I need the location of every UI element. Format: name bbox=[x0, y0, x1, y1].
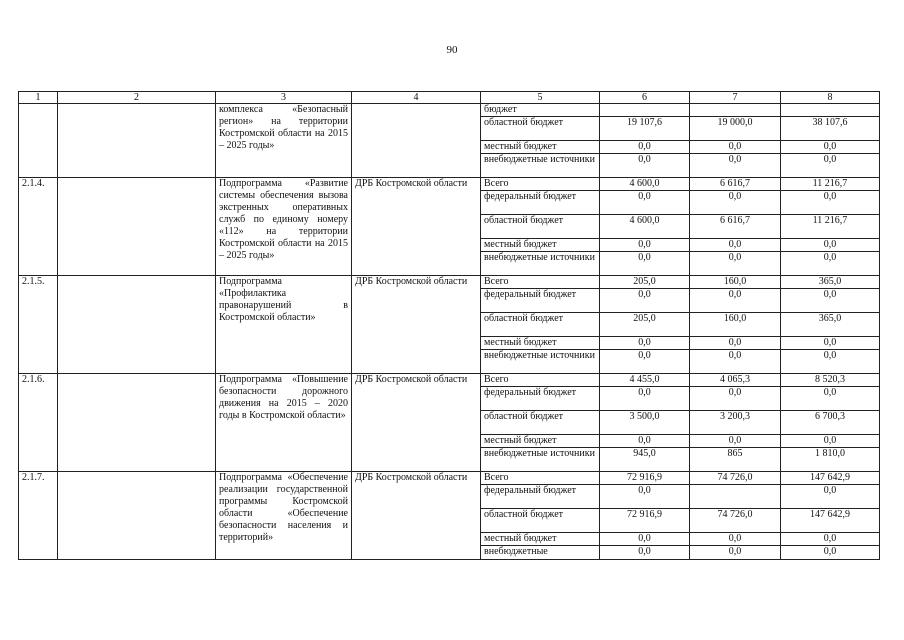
value-col-7: 4 065,3 bbox=[690, 374, 781, 387]
subprogram-description: Подпрограмма «Профилактика правонарушений в Костромской области» bbox=[216, 276, 352, 374]
value-col-7: 0,0 bbox=[690, 252, 781, 276]
funding-source: федеральный бюджет bbox=[481, 485, 600, 509]
column-number: 1 bbox=[19, 92, 58, 104]
value-col-6 bbox=[600, 104, 690, 117]
value-col-6: 0,0 bbox=[600, 533, 690, 546]
value-col-8: 0,0 bbox=[781, 387, 880, 411]
executor bbox=[352, 104, 481, 178]
value-col-6: 72 916,9 bbox=[600, 509, 690, 533]
value-col-8: 11 216,7 bbox=[781, 178, 880, 191]
funding-source: федеральный бюджет bbox=[481, 191, 600, 215]
value-col-7: 3 200,3 bbox=[690, 411, 781, 435]
funding-source: внебюджетные источники bbox=[481, 350, 600, 374]
item-number: 2.1.4. bbox=[19, 178, 58, 276]
value-col-8: 0,0 bbox=[781, 533, 880, 546]
funding-source: областной бюджет bbox=[481, 313, 600, 337]
value-col-7: 0,0 bbox=[690, 289, 781, 313]
value-col-6: 205,0 bbox=[600, 276, 690, 289]
value-col-6: 0,0 bbox=[600, 387, 690, 411]
funding-source: местный бюджет bbox=[481, 141, 600, 154]
funding-source: областной бюджет bbox=[481, 117, 600, 141]
item-number bbox=[19, 104, 58, 178]
value-col-8: 1 810,0 bbox=[781, 448, 880, 472]
value-col-6: 0,0 bbox=[600, 350, 690, 374]
table-row bbox=[19, 276, 880, 289]
value-col-6: 4 600,0 bbox=[600, 178, 690, 191]
item-number: 2.1.7. bbox=[19, 472, 58, 560]
value-col-8: 0,0 bbox=[781, 154, 880, 178]
funding-source: внебюджетные источники bbox=[481, 154, 600, 178]
value-col-6: 205,0 bbox=[600, 313, 690, 337]
value-col-7: 0,0 bbox=[690, 533, 781, 546]
executor: ДРБ Костромской области bbox=[352, 374, 481, 472]
column-number: 5 bbox=[481, 92, 600, 104]
value-col-8: 0,0 bbox=[781, 239, 880, 252]
item-number: 2.1.5. bbox=[19, 276, 58, 374]
subprogram-description: Подпрограмма «Развитие системы обеспечения вызова экстренных оперативных служб по единому номеру «112» на территории Костромской области на 2015 – 2025 годы» bbox=[216, 178, 352, 276]
value-col-6: 0,0 bbox=[600, 435, 690, 448]
value-col-8: 365,0 bbox=[781, 313, 880, 337]
column-number: 4 bbox=[352, 92, 481, 104]
column-number: 2 bbox=[58, 92, 216, 104]
value-col-8: 38 107,6 bbox=[781, 117, 880, 141]
value-col-7: 0,0 bbox=[690, 141, 781, 154]
value-col-7: 74 726,0 bbox=[690, 472, 781, 485]
table-row bbox=[19, 178, 880, 191]
funding-source: Всего bbox=[481, 374, 600, 387]
funding-source: местный бюджет bbox=[481, 435, 600, 448]
value-col-6: 0,0 bbox=[600, 191, 690, 215]
value-col-7: 19 000,0 bbox=[690, 117, 781, 141]
column-number: 7 bbox=[690, 92, 781, 104]
table-row bbox=[19, 104, 880, 117]
value-col-8: 0,0 bbox=[781, 485, 880, 509]
value-col-8: 147 642,9 bbox=[781, 509, 880, 533]
funding-source: местный бюджет bbox=[481, 337, 600, 350]
item-number: 2.1.6. bbox=[19, 374, 58, 472]
value-col-7: 0,0 bbox=[690, 546, 781, 560]
value-col-7: 0,0 bbox=[690, 154, 781, 178]
value-col-7: 160,0 bbox=[690, 276, 781, 289]
value-col-6: 0,0 bbox=[600, 289, 690, 313]
executor: ДРБ Костромской области bbox=[352, 472, 481, 560]
empty-cell bbox=[58, 104, 216, 178]
funding-source: Всего bbox=[481, 276, 600, 289]
subprogram-description: комплекса «Безопасный регион» на территории Костромской области на 2015 – 2025 годы» bbox=[216, 104, 352, 178]
value-col-7: 0,0 bbox=[690, 435, 781, 448]
value-col-7: 0,0 bbox=[690, 191, 781, 215]
executor: ДРБ Костромской области bbox=[352, 178, 481, 276]
value-col-6: 4 600,0 bbox=[600, 215, 690, 239]
value-col-8: 0,0 bbox=[781, 337, 880, 350]
value-col-6: 0,0 bbox=[600, 141, 690, 154]
value-col-7: 74 726,0 bbox=[690, 509, 781, 533]
value-col-6: 4 455,0 bbox=[600, 374, 690, 387]
column-number-row bbox=[19, 92, 880, 104]
subprogram-description: Подпрограмма «Повышение безопасности дорожного движения на 2015 – 2020 годы в Костромской области» bbox=[216, 374, 352, 472]
value-col-8 bbox=[781, 104, 880, 117]
funding-source: областной бюджет bbox=[481, 509, 600, 533]
empty-cell bbox=[58, 276, 216, 374]
funding-source: федеральный бюджет bbox=[481, 289, 600, 313]
value-col-8: 6 700,3 bbox=[781, 411, 880, 435]
value-col-8: 365,0 bbox=[781, 276, 880, 289]
value-col-7: 865 bbox=[690, 448, 781, 472]
value-col-8: 147 642,9 bbox=[781, 472, 880, 485]
empty-cell bbox=[58, 178, 216, 276]
funding-source: областной бюджет bbox=[481, 411, 600, 435]
value-col-7: 0,0 bbox=[690, 350, 781, 374]
table-row bbox=[19, 374, 880, 387]
value-col-8: 0,0 bbox=[781, 546, 880, 560]
value-col-8: 0,0 bbox=[781, 289, 880, 313]
funding-source: внебюджетные источники bbox=[481, 448, 600, 472]
executor: ДРБ Костромской области bbox=[352, 276, 481, 374]
value-col-8: 0,0 bbox=[781, 435, 880, 448]
value-col-6: 0,0 bbox=[600, 154, 690, 178]
value-col-8: 0,0 bbox=[781, 191, 880, 215]
value-col-7 bbox=[690, 485, 781, 509]
empty-cell bbox=[58, 374, 216, 472]
value-col-8: 0,0 bbox=[781, 252, 880, 276]
empty-cell bbox=[58, 472, 216, 560]
funding-source: внебюджетные bbox=[481, 546, 600, 560]
value-col-7: 6 616,7 bbox=[690, 178, 781, 191]
value-col-6: 0,0 bbox=[600, 252, 690, 276]
value-col-8: 11 216,7 bbox=[781, 215, 880, 239]
value-col-6: 945,0 bbox=[600, 448, 690, 472]
page-number: 90 bbox=[446, 44, 458, 56]
value-col-8: 0,0 bbox=[781, 141, 880, 154]
value-col-8: 8 520,3 bbox=[781, 374, 880, 387]
funding-source: федеральный бюджет bbox=[481, 387, 600, 411]
funding-source: областной бюджет bbox=[481, 215, 600, 239]
value-col-6: 0,0 bbox=[600, 546, 690, 560]
column-number: 3 bbox=[216, 92, 352, 104]
value-col-7: 0,0 bbox=[690, 337, 781, 350]
value-col-7: 0,0 bbox=[690, 239, 781, 252]
value-col-6: 0,0 bbox=[600, 337, 690, 350]
value-col-6: 3 500,0 bbox=[600, 411, 690, 435]
value-col-6: 0,0 bbox=[600, 239, 690, 252]
budget-table bbox=[18, 91, 880, 560]
value-col-7: 6 616,7 bbox=[690, 215, 781, 239]
value-col-6: 72 916,9 bbox=[600, 472, 690, 485]
funding-source: местный бюджет bbox=[481, 533, 600, 546]
funding-source: Всего bbox=[481, 178, 600, 191]
column-number: 6 bbox=[600, 92, 690, 104]
value-col-7 bbox=[690, 104, 781, 117]
funding-source: бюджет bbox=[481, 104, 600, 117]
funding-source: местный бюджет bbox=[481, 239, 600, 252]
value-col-6: 0,0 bbox=[600, 485, 690, 509]
table-row bbox=[19, 472, 880, 485]
funding-source: Всего bbox=[481, 472, 600, 485]
subprogram-description: Подпрограмма «Обеспечение реализации государственной программы Костромской области «Обеспечение безопасности населения и территорий» bbox=[216, 472, 352, 560]
funding-source: внебюджетные источники bbox=[481, 252, 600, 276]
value-col-7: 160,0 bbox=[690, 313, 781, 337]
value-col-7: 0,0 bbox=[690, 387, 781, 411]
value-col-6: 19 107,6 bbox=[600, 117, 690, 141]
value-col-8: 0,0 bbox=[781, 350, 880, 374]
column-number: 8 bbox=[781, 92, 880, 104]
